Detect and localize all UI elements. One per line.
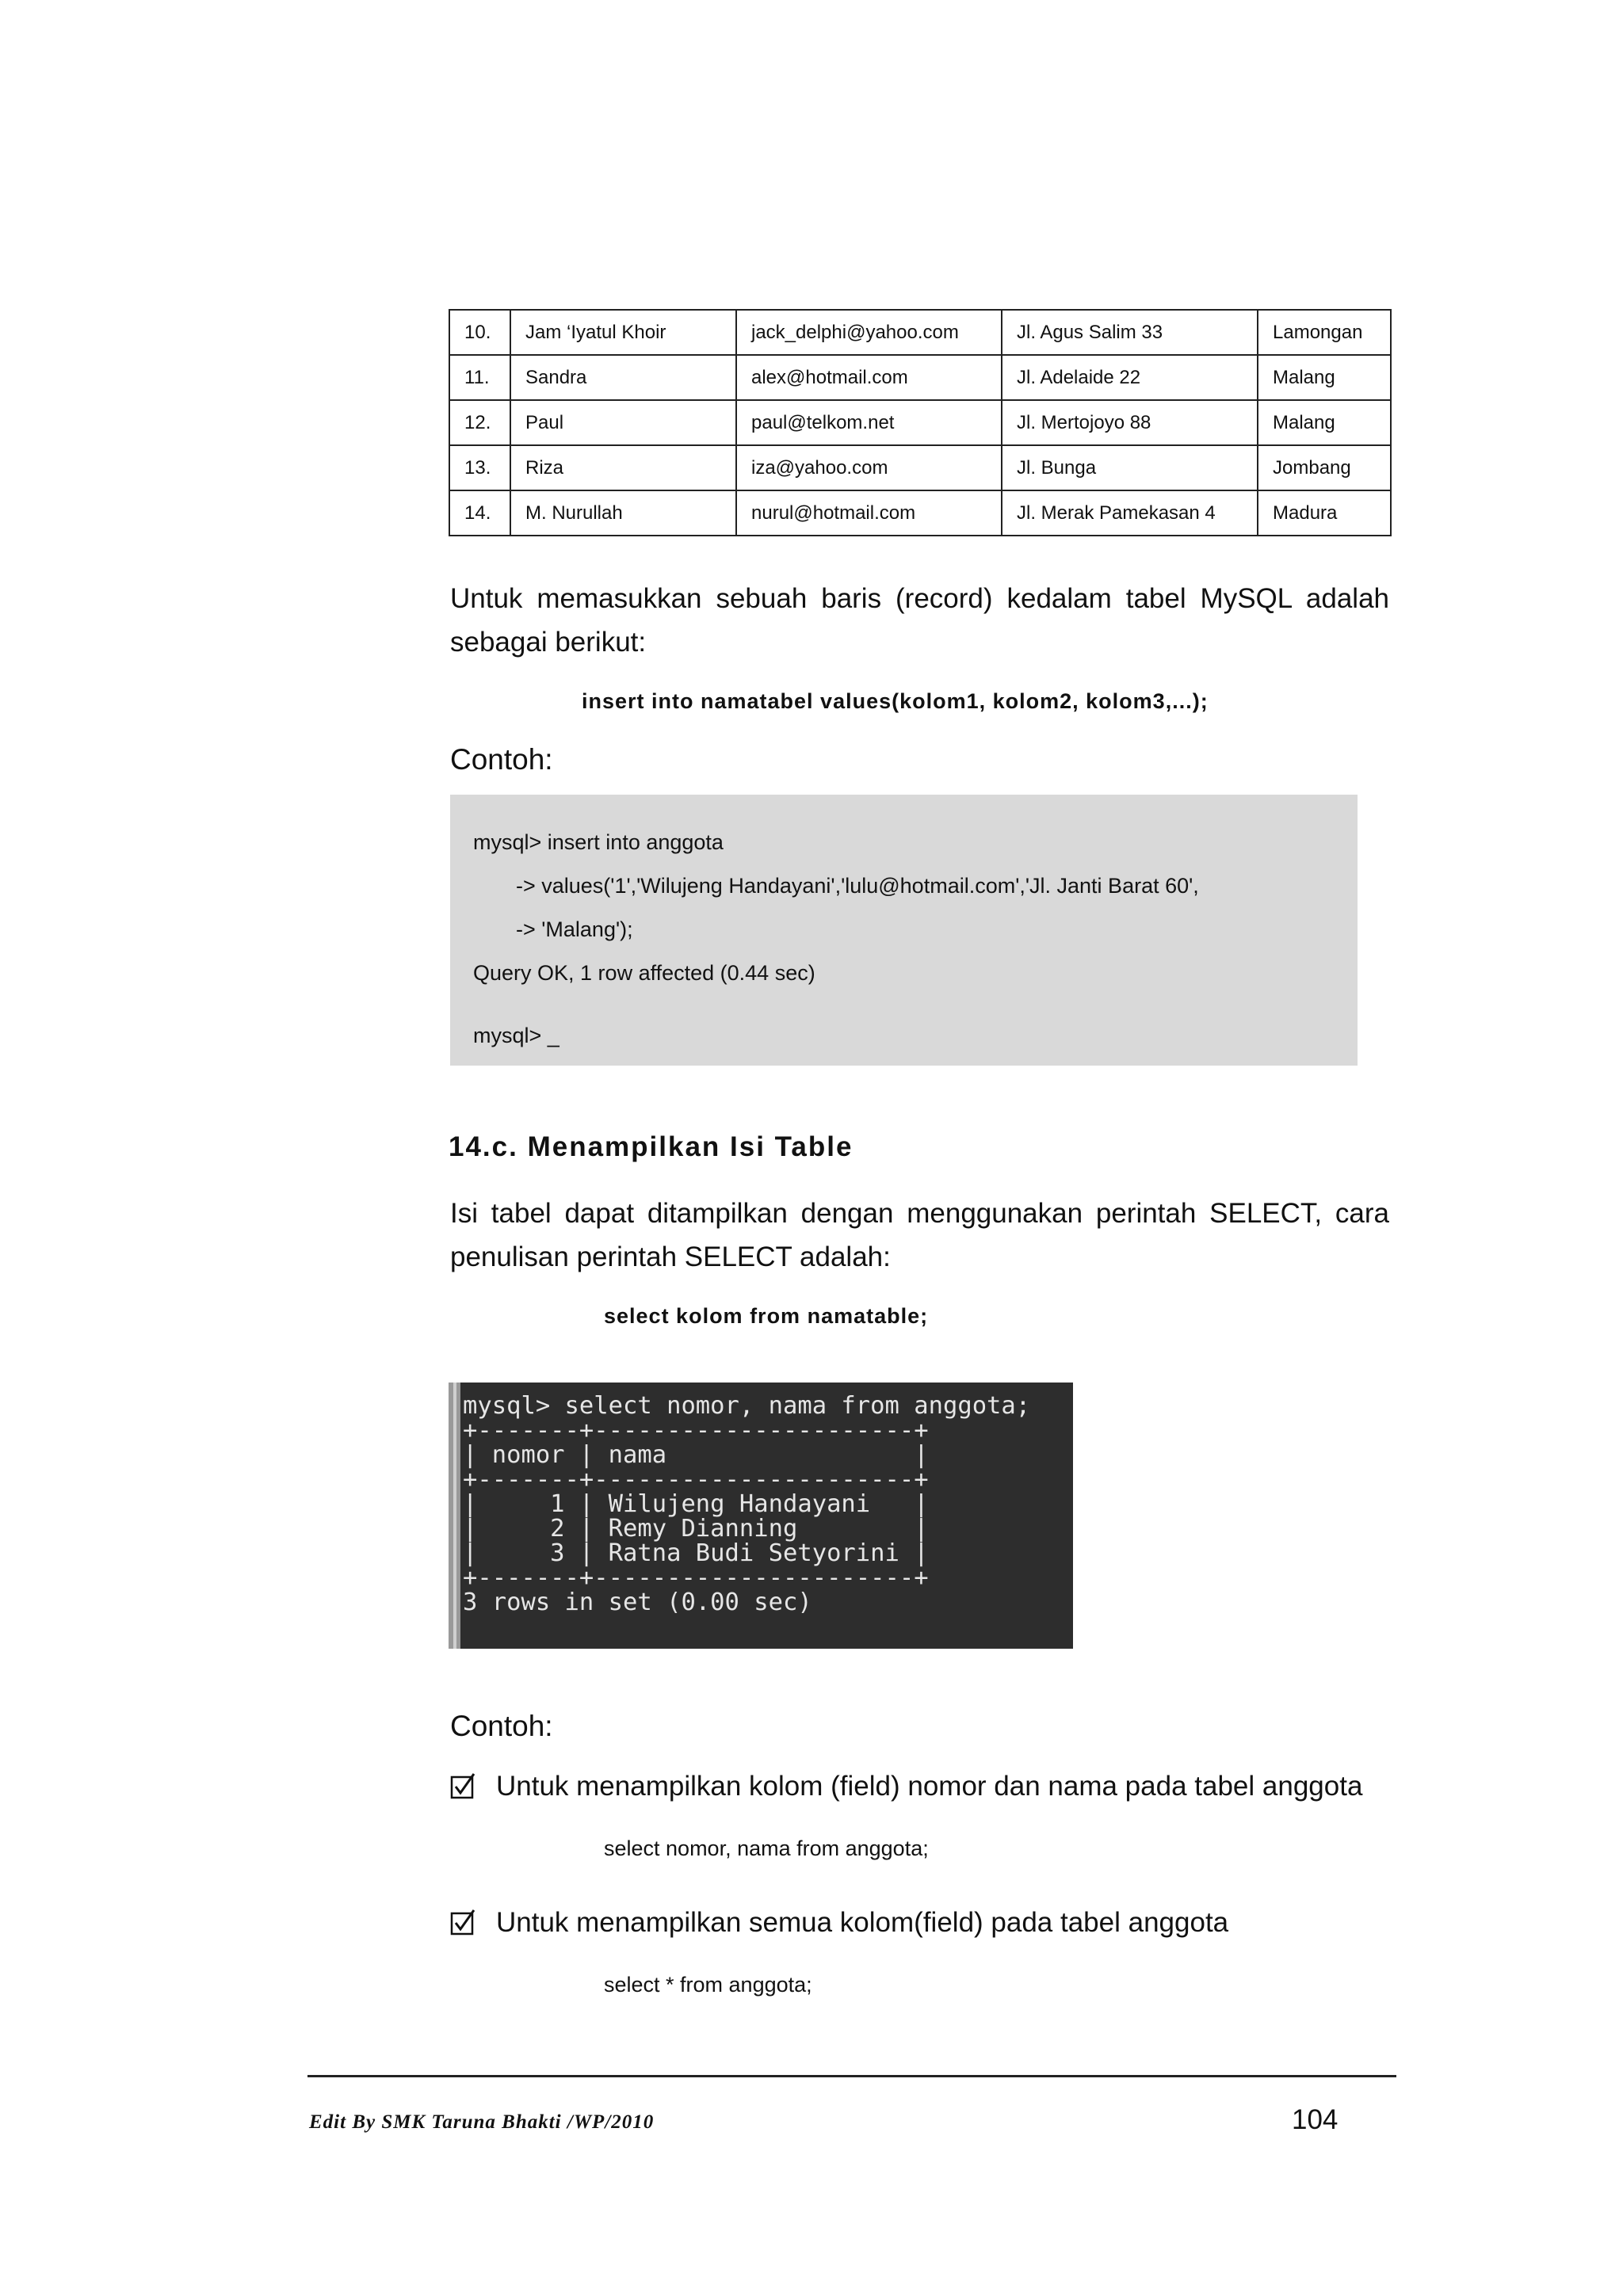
table-cell: Jl. Mertojoyo 88 xyxy=(1002,400,1258,445)
table-cell: Madura xyxy=(1258,490,1391,536)
console-line: -> 'Malang'); xyxy=(516,917,633,941)
console-line: -> values('1','Wilujeng Handayani','lulu@hotmail.com','Jl. Janti Barat 60', xyxy=(516,874,1199,898)
terminal-scrollbar-highlight xyxy=(453,1383,456,1649)
contoh-label-1: Contoh: xyxy=(450,743,553,776)
table-cell: Riza xyxy=(510,445,736,490)
table-cell: paul@telkom.net xyxy=(736,400,1002,445)
checkbox-checked-icon xyxy=(450,1909,475,1936)
member-table xyxy=(449,309,1392,536)
table-cell: Jl. Adelaide 22 xyxy=(1002,355,1258,400)
table-cell: Jam ‘Iyatul Khoir xyxy=(510,310,736,355)
mysql-console-example xyxy=(450,795,1358,1066)
table-row xyxy=(449,310,1391,355)
table-cell: Paul xyxy=(510,400,736,445)
table-cell: alex@hotmail.com xyxy=(736,355,1002,400)
checkbox-checked-icon xyxy=(450,1772,475,1799)
table-cell: 13. xyxy=(449,445,510,490)
table-cell: 11. xyxy=(449,355,510,400)
table-cell: Lamongan xyxy=(1258,310,1391,355)
footer-credit: Edit By SMK Taruna Bhakti /WP/2010 xyxy=(309,2111,655,2133)
terminal-output: mysql> select nomor, nama from anggota; +-------+----------------------+ | nomor | nama | +-------+----------------------+ | 1 | Wilujeng Handayani | | 2 | Remy Dianning | | 3 | Ratna Budi Setyorini | +-------+----------------------+ 3 rows in set (0.00 sec) xyxy=(463,1392,1031,1616)
example-code: select nomor, nama from anggota; xyxy=(604,1836,929,1860)
table-cell: Sandra xyxy=(510,355,736,400)
section-heading: 14.c. Menampilkan Isi Table xyxy=(449,1131,854,1162)
console-line: Query OK, 1 row affected (0.44 sec) xyxy=(473,961,815,985)
select-paragraph: Isi tabel dapat ditampilkan dengan menggunakan perintah SELECT, cara penulisan perintah SELECT adalah: xyxy=(450,1198,1389,1272)
table-cell: jack_delphi@yahoo.com xyxy=(736,310,1002,355)
table-row xyxy=(449,490,1391,536)
insert-paragraph: Untuk memasukkan sebuah baris (record) kedalam tabel MySQL adalah sebagai berikut: xyxy=(450,583,1389,658)
table-row xyxy=(449,445,1391,490)
select-syntax: select kolom from namatable; xyxy=(604,1304,929,1328)
table-row xyxy=(449,355,1391,400)
terminal-screenshot xyxy=(449,1383,1073,1649)
table-cell: Jombang xyxy=(1258,445,1391,490)
table-cell: Jl. Merak Pamekasan 4 xyxy=(1002,490,1258,536)
table-cell: M. Nurullah xyxy=(510,490,736,536)
page-number: 104 xyxy=(1292,2104,1338,2135)
example-text: Untuk menampilkan kolom (field) nomor dan nama pada tabel anggota xyxy=(496,1771,1363,1802)
contoh-label-2: Contoh: xyxy=(450,1710,553,1742)
table-cell: Malang xyxy=(1258,400,1391,445)
table-cell: Jl. Bunga xyxy=(1002,445,1258,490)
table-cell: nurul@hotmail.com xyxy=(736,490,1002,536)
table-cell: Jl. Agus Salim 33 xyxy=(1002,310,1258,355)
footer-divider xyxy=(307,2075,1396,2077)
example-text: Untuk menampilkan semua kolom(field) pada tabel anggota xyxy=(496,1907,1229,1938)
table-cell: 14. xyxy=(449,490,510,536)
table-row xyxy=(449,400,1391,445)
table-cell: iza@yahoo.com xyxy=(736,445,1002,490)
table-cell: Malang xyxy=(1258,355,1391,400)
insert-syntax: insert into namatabel values(kolom1, kolom2, kolom3,...); xyxy=(582,689,1209,713)
table-cell: 10. xyxy=(449,310,510,355)
console-line: mysql> insert into anggota xyxy=(473,830,724,854)
console-line: mysql> _ xyxy=(473,1024,559,1047)
example-code: select * from anggota; xyxy=(604,1973,812,1997)
table-cell: 12. xyxy=(449,400,510,445)
